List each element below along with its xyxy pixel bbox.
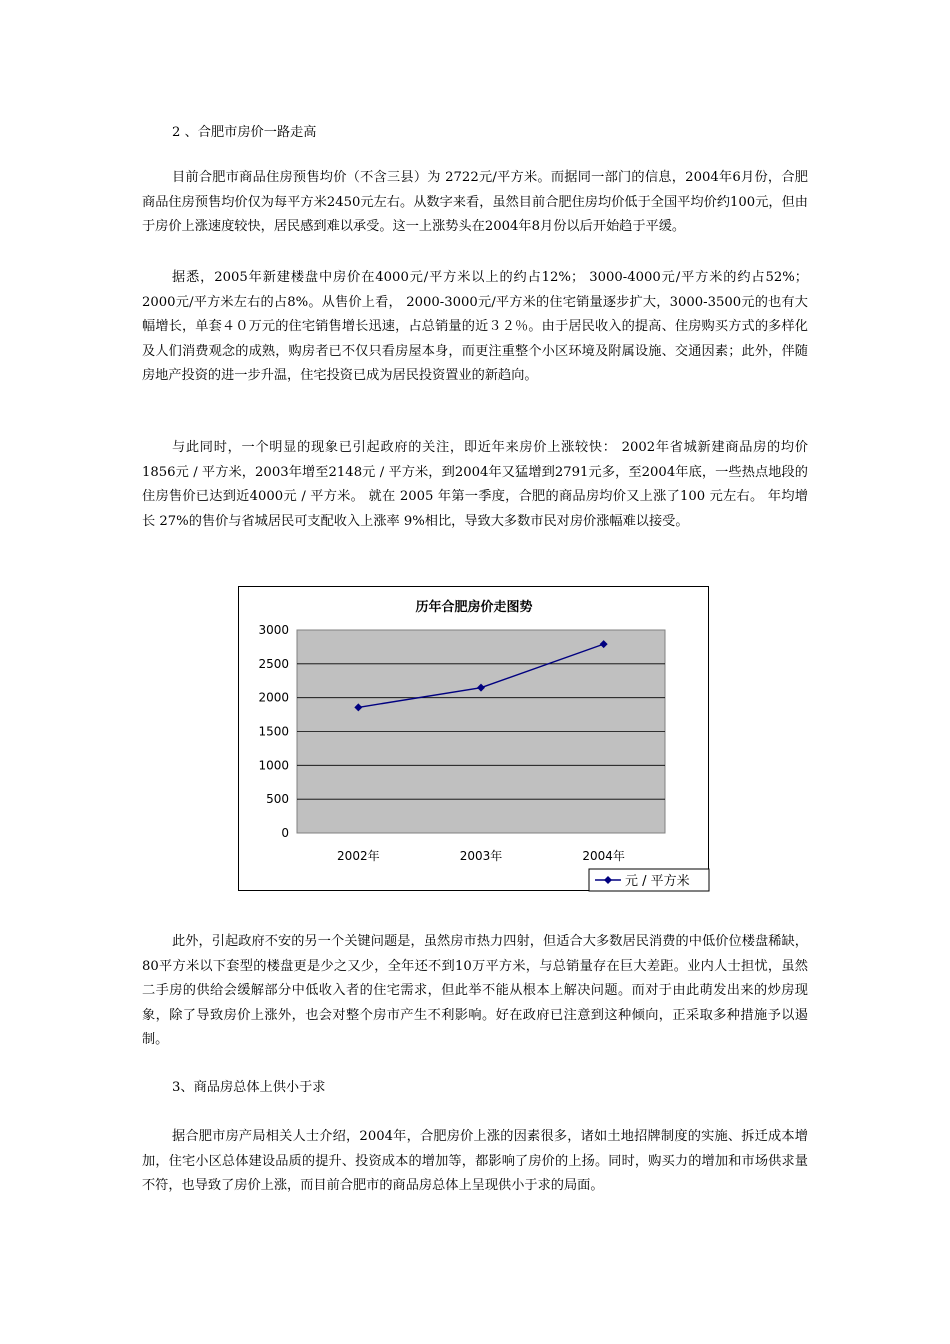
paragraph-price-growth: 与此同时，一个明显的现象已引起政府的关注，即近年来房价上涨较快： 2002年省城新建商品房的均价1856元 / 平方米，2003年增至2148元 / 平方米，到2004年又猛增到2791元多，至2004年底，一些热点地段的住房售价已达到近4000元 / 平方米。 就在 2005 年第一季度，合肥的商品房均价又上涨了100 元左右。 年均增长 27%的售价与省城居民可支配收入上涨率 9%相比，导致大多数市民对房价涨幅难以接受。 bbox=[142, 440, 808, 529]
paragraph-price-average: 目前合肥市商品住房预售均价（不含三县）为 2722元/平方米。而据同一部门的信息，2004年6月份，合肥商品住房预售均价仅为每平方米2450元左右。从数字来看，虽然目前合肥住房均价低于全国平均价约100元，但由于房价上涨速度较快，居民感到难以承受。这一上涨势头在2004年8月份以后开始趋于平缓。 bbox=[142, 170, 808, 235]
section-heading-2: 2 、合肥市房价一路走高 bbox=[172, 125, 317, 140]
y-axis-ticks bbox=[258, 623, 289, 840]
paragraph-low-price-shortage: 此外，引起政府不安的另一个关键问题是，虽然房市热力四射，但适合大多数居民消费的中低价位楼盘稀缺， 80平方米以下套型的楼盘更是少之又少，全年还不到10万平方米，与总销量存在巨大差距。业内人士担忧，虽然二手房的供给会缓解部分中低收入者的住宅需求，但此举不能从根本上解决问题。而对于由此萌发出来的炒房现象，除了导致房价上涨外，也会对整个房市产生不利影响。好在政府已注意到这种倾向，正采取多种措施予以遏制。 bbox=[142, 934, 808, 1048]
legend bbox=[589, 869, 709, 891]
paragraph-price-distribution: 据悉，2005年新建楼盘中房价在4000元/平方米以上的约占12%； 3000-4000元/平方米的约占52%；2000元/平方米左右的占8%。从售价上看， 2000-3000元/平方米的住宅销量逐步扩大，3000-3500元的也有大幅增长，单套４０万元的住宅销售增长迅速，占总销量的近３２％。由于居民收入的提高、住房购买方式的多样化及人们消费观念的成熟，购房者已不仅只看房屋本身，而更注重整个小区环境及附属设施、交通因素；此外，伴随房地产投资的进一步升温，住宅投资已成为居民投资置业的新趋向。 bbox=[142, 270, 808, 384]
x-tick-label: 2003年 bbox=[459, 849, 503, 863]
y-tick-label: 1500 bbox=[258, 724, 289, 739]
legend-label: 元 / 平方米 bbox=[625, 874, 690, 889]
x-tick-label: 2004年 bbox=[582, 849, 625, 863]
price-trend-chart bbox=[238, 586, 709, 891]
y-tick-label: 2500 bbox=[258, 656, 289, 671]
paragraph-supply-demand: 据合肥市房产局相关人士介绍，2004年，合肥房价上涨的因素很多，诸如土地招牌制度的实施、拆迁成本增加，住宅小区总体建设品质的提升、投资成本的增加等，都影响了房价的上扬。同时，购买力的增加和市场供求量不符，也导致了房价上涨，而目前合肥市的商品房总体上呈现供小于求的局面。 bbox=[142, 1129, 808, 1194]
y-tick-label: 500 bbox=[266, 792, 289, 807]
y-tick-label: 1000 bbox=[258, 758, 289, 773]
y-tick-label: 0 bbox=[281, 826, 289, 840]
section-heading-3: 3、商品房总体上供小于求 bbox=[172, 1080, 326, 1095]
chart-title: 历年合肥房价走图势 bbox=[415, 600, 533, 615]
y-tick-label: 3000 bbox=[258, 623, 289, 637]
x-axis-ticks bbox=[337, 848, 625, 863]
chart-svg bbox=[239, 587, 710, 892]
y-tick-label: 2000 bbox=[258, 690, 289, 705]
x-tick-label: 2002年 bbox=[337, 849, 380, 863]
